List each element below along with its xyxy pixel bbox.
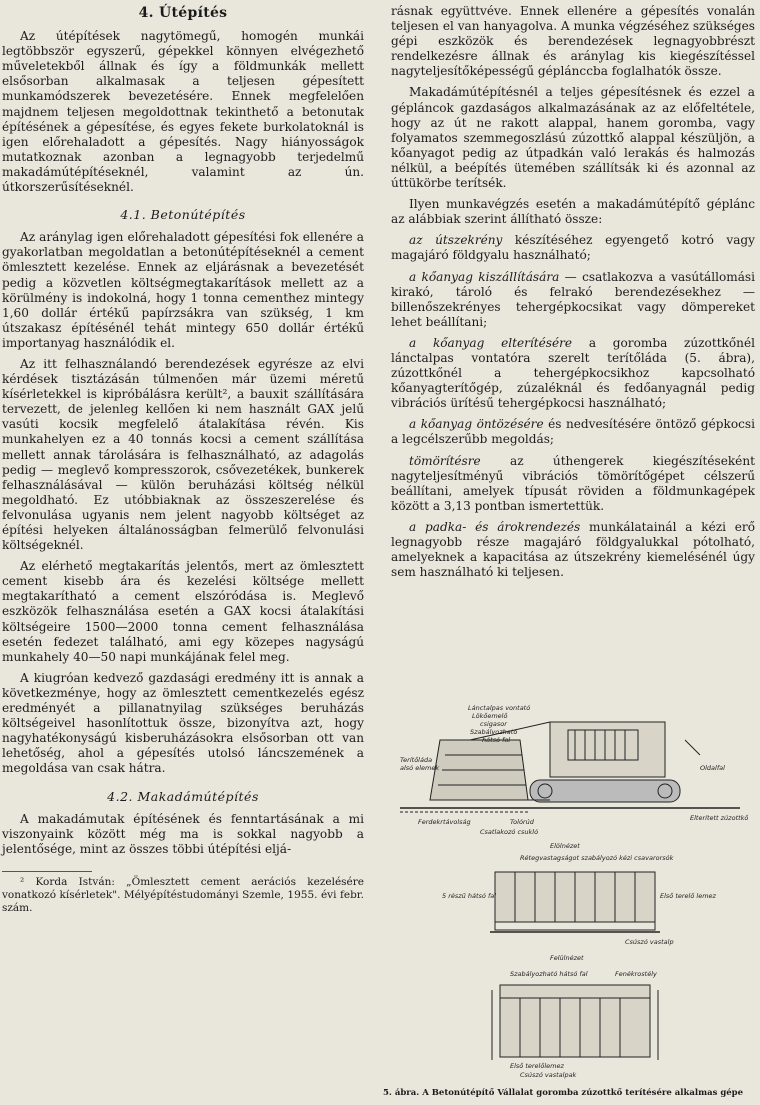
paragraph: Az elérhető megtakarítás jelentős, mert az ömlesztett cement kisebb ára és kezelési költsége mellett megtakarítható a cement elszóródása is. Meglevő eszközök felhasználása esetén a GAX kocsi átalakítási költségeire 1500—2000 tonna cement felhasználása esetén fedezet található, ami egy közepes nagyságú munkahely 40—50 napi munkájának felel meg. (2, 559, 364, 664)
label-lift: Lökőemelő (472, 712, 508, 720)
left-column (2, 4, 364, 921)
list-item (391, 270, 755, 330)
list-item-term: az útszekrény (409, 233, 503, 248)
list-item (391, 336, 755, 411)
paragraph: Ilyen munkavégzés esetén a makadámútépítő géplánc az alábbiak szerint állítható össze: (391, 197, 755, 227)
label-joint: Csatlakozó csukló (480, 828, 539, 836)
subsection-title-betonut: 4.1. Betonútépítés (120, 207, 246, 223)
label-pulley: csigasor (480, 720, 507, 728)
footnote: ² Korda István: „Ömlesztett cement aerációs kezelésére vonatkozó kísérletek". Mélyépítéstudományi Szemle, 1955. évi febr. szám. (2, 875, 364, 914)
paragraph: Az útépítések nagytömegű, homogén munkái legtöbbször egyszerű, gépekkel könnyen elvégezhető műveletekből állnak és így a földmunkák mellett elsősorban alkalmasak a teljesen gépesített munkamódszerek bevezetésére. Ennek megfelelően majdnem teljesen megoldottnak tekinthető a betonutak építésének a gépesítése, és egyes fekete burkolatoknál is igen előrehaladott a gépesítés. Nagy hiányosságok mutatkoznak azonban a legnagyobb terjedelmű makadámútépítéseknél, valamint az ún. útkorszerűsítéseknél. (2, 29, 364, 195)
label-spreader-box: Terítőláda (400, 756, 433, 764)
label-screws: Rétegvastagságot szabályozó kézi csavarorsók (520, 854, 674, 862)
label-skid: Csúszó vastalp (625, 938, 674, 946)
label-grate: Ferdekrtávolság (418, 818, 471, 826)
figure-5-machine-drawing (400, 700, 749, 1080)
figure-caption: 5. ábra. A Betonútépítő Vállalat goromba zúzottkő terítésére alkalmas gépe (383, 1088, 744, 1098)
section-title: 4. Útépítés (138, 5, 228, 21)
list-item (391, 454, 755, 514)
list-item (391, 233, 755, 263)
list-item (391, 417, 755, 447)
label-front-deflector-plate: Első terelőlemez (510, 1062, 564, 1070)
list-item-term: a kőanyag kiszállítására (409, 269, 560, 284)
label-side-wall: Oldalfal (700, 764, 725, 772)
list-item-term: a kőanyag öntözésére (409, 417, 544, 432)
list-item-text: munkálatainál a kézi erő legnagyobb része magajáró földgyalukkal pótolható, amelyeknek a kapacitása az útszekrény kiemelésénél úgy sem használható ki teljesen. (391, 519, 755, 580)
list-item-term: tömörítésre (409, 453, 481, 468)
top-view (492, 985, 658, 1060)
list-item-term: a kőanyag elterítésére (409, 335, 573, 350)
front-view (490, 872, 660, 932)
list-item-term: a padka- és árokrendezés (409, 519, 581, 534)
side-view (400, 722, 740, 812)
label-push-rod: Tolórúd (510, 818, 534, 826)
right-column (391, 4, 755, 586)
label-adjustable-rear-wall: Szabályozható hátsó fal (510, 970, 588, 978)
subsection-title-makadam: 4.2. Makadámútépítés (107, 788, 259, 804)
list-item-text: — csatlakozva a vasútállomási kirakó, tároló és felrakó berendezésekhez — billenőszekrényes tehergépkocsikat vagy dömpereket lehet beállítani; (391, 269, 756, 329)
paragraph: Az aránylag igen előrehaladott gépesítési fok ellenére a gyakorlatban megoldatlan a betonútépítéseknél a cement ömlesztett kezelése. Ennek az eljárásnak a bevezetését pedig a közvetlen költségmegtakarítások mellett az a körülmény is indokolná, hogy 1 tonna cementhez mintegy 1,60 dollár értékű papírzsákra van szükség, 1 km útszakasz építésénél tehát mintegy 650 dollár értékű importanyag használódik el. (2, 230, 364, 350)
label-adjustable: Szabályozható (470, 728, 518, 736)
paragraph: rásnak együttvéve. Ennek ellenére a gépesítés vonalán teljesen el van hanyagolva. A munka végzéséhez szükséges gépi eszközök és berendezések legnagyobbrészt rendelkezésre állnak és aránylag kis kiegészítéssel nagyteljesítőképességű géplánccba foglalhatók össze. (391, 4, 755, 79)
paragraph: Az itt felhasználandó berendezések egyrésze az elvi kérdések tisztázásán túlmenően már üzemi méretű kísérletekkel is kipróbálásra került², a bauxit szállítására tervezett, de jelenleg kellően ki nem használt GAX jelű vasúti kocsik megfelelő átalakítása révén. Kis munkahelyen ez a 40 tonnás kocsi a cement szállítása mellett annak tárolására is felhasználható, az adagolás pedig — meglevő kompresszorok, csővezetékek, bunkerek felhasználásával — külön beruházási költség nélkül megoldható. Ez utóbbiaknak az összeszerelése és felvonulása ugyanis nem jelent nagyobb költséget az építési helyeken általánosságban felmerülő felvonulási költségeknél. (2, 356, 364, 553)
label-lower-elements: alsó elemek (400, 764, 440, 772)
label-rear-wall-parts: 5 részű hátsó fal (442, 892, 497, 900)
paragraph: Makadámútépítésnél a teljes gépesítésnek és ezzel a gépláncok gazdaságos alkalmazásának az az előfeltétele, hogy az út ne rakott alappal, hanem goromba, vagy folyamatos szemmegoszlású zúzottkő alappal készüljön, a kőanyagot pedig az útpadkán való lerakás és halmozás nélkül, a beépítés ütemében szállítsák ki és azonnal az úttükörbe terítsék. (391, 85, 755, 191)
label-bottom-grate: Fenékrostély (615, 970, 657, 978)
label-tractor: Lánctalpas vontató (468, 704, 531, 712)
label-rear-wall: hátsó fal (482, 736, 511, 744)
label-front-view: Elölnézet (550, 842, 580, 850)
label-skids: Csúszó vastalpak (520, 1071, 577, 1079)
list-item-text: készítéséhez egyengető kotró vagy magajáró földgyalu használható; (391, 233, 755, 263)
list-item-text: az úthengerek kiegészítéseként nagyteljesítményű vibrációs tömörítőgépet célszerű beállítani, amelyek típusát röviden a földmunkagépek között a 3,13 pontban ismertettük. (391, 453, 755, 513)
footnote-divider (2, 871, 92, 872)
paragraph: A makadámutak építésének és fenntartásának a mi viszonyaink között még ma is sokkal nagyobb a jelentősége, mint az összes többi útépítési eljá- (2, 811, 364, 856)
label-top-view: Felülnézet (550, 954, 584, 962)
paragraph: A kiugróan kedvező gazdasági eredmény itt is annak a következménye, hogy az ömlesztett cementkezelés egész eredményét a pillanatnyilag szükséges beruházás költségeivel hasonlítottuk össze, bizonyítva azt, hogy nagyhatékonyságú kisberuházásokra elsősorban ott van lehetőség, ahol a gépesítés utolsó láncszemének a megoldása van csak hátra. (2, 670, 364, 776)
label-front-deflector: Első terelő lemez (660, 892, 716, 900)
list-item-text: a goromba zúzottkőnél lánctalpas vontatóra szerelt terítőláda (5. ábra), zúzottkőnél a tehergépkocsikhoz kapcsolható kőanyagterítőgép, zúzaléknál és fedőanyagnál pedig vibrációs ürítésű tehergépkocsi használható; (391, 335, 755, 411)
list-item (391, 520, 755, 580)
label-spread-stone: Elterített zúzottkő (690, 814, 749, 822)
list-item-text: és nedvesítésére öntöző gépkocsi a legcélszerűbb megoldás; (391, 417, 755, 447)
